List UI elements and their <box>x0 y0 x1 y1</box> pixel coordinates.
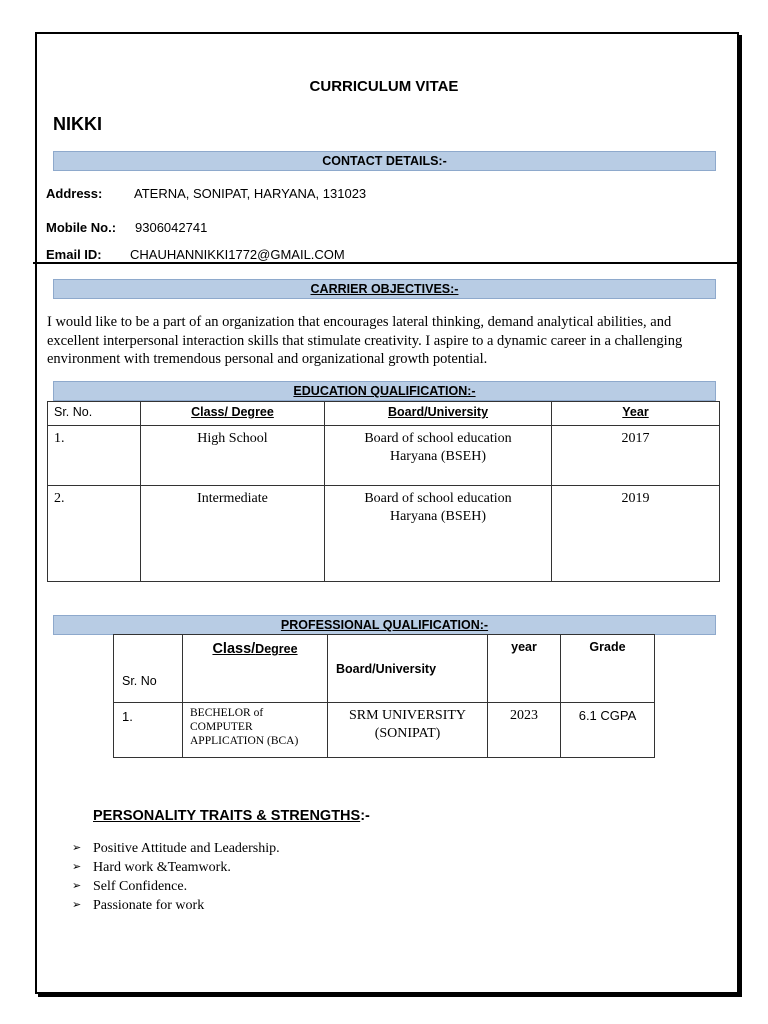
email-value: CHAUHANNIKKI1772@GMAIL.COM <box>130 247 345 262</box>
address-label: Address: <box>46 186 103 201</box>
professional-table <box>113 634 655 758</box>
col-year: year <box>488 635 561 703</box>
document-title: CURRICULUM VITAE <box>309 78 459 95</box>
education-heading-bar <box>53 381 716 401</box>
email-label: Email ID: <box>46 247 102 262</box>
col-class-degree <box>183 635 328 703</box>
list-item <box>72 877 280 896</box>
trait-text: Passionate for work <box>93 898 205 913</box>
trait-text: Positive Attitude and Leadership. <box>93 841 280 856</box>
trait-text: Hard work &Teamwork. <box>93 860 231 875</box>
row-year: 2019 <box>552 486 720 582</box>
col-year <box>552 402 720 426</box>
table-row <box>48 486 720 582</box>
col-grade: Grade <box>561 635 655 703</box>
list-item <box>72 858 280 877</box>
row-sr: 1. <box>114 703 183 758</box>
col-board-university-label: Board/University <box>387 405 489 419</box>
education-table <box>47 401 720 582</box>
contact-heading: CONTACT DETAILS:- <box>322 154 447 168</box>
col-year-label: Year <box>622 405 649 419</box>
row-board <box>325 486 552 582</box>
objective-heading: CARRIER OBJECTIVES:- <box>310 282 459 296</box>
row-class: Intermediate <box>141 486 325 582</box>
arrow-bullet-icon: ➢ <box>72 861 82 873</box>
mobile-row <box>46 220 208 235</box>
row-board-line2: Haryana (BSEH) <box>389 449 487 464</box>
traits-heading-suffix: :- <box>360 808 370 824</box>
row-class <box>183 703 328 758</box>
address-row <box>46 186 367 201</box>
col-class-degree-label: Class/ Degree <box>191 405 274 419</box>
col-class-small: Degree <box>255 642 298 656</box>
trait-text: Self Confidence. <box>93 879 188 894</box>
professional-heading: PROFESSIONAL QUALIFICATION:- <box>280 618 489 632</box>
row-class-line3: APPLICATION (BCA) <box>190 735 299 747</box>
education-heading: EDUCATION QUALIFICATION:- <box>293 384 476 398</box>
col-sr-no: Sr. No. <box>48 402 141 426</box>
col-sr-no: Sr. No <box>114 635 183 703</box>
col-class-degree <box>141 402 325 426</box>
traits-heading <box>93 808 370 824</box>
row-board-line1: SRM UNIVERSITY <box>348 708 467 723</box>
arrow-bullet-icon: ➢ <box>72 899 82 911</box>
row-board-line2: Haryana (BSEH) <box>389 509 487 524</box>
education-header-row <box>48 402 720 426</box>
traits-heading-text: PERSONALITY TRAITS & STRENGTHS <box>93 808 361 824</box>
divider-line <box>33 262 741 264</box>
row-grade: 6.1 CGPA <box>561 703 655 758</box>
table-row <box>48 426 720 486</box>
list-item <box>72 839 280 858</box>
row-sr: 1. <box>48 426 141 486</box>
row-class-line2: COMPUTER <box>190 721 253 733</box>
contact-heading-bar <box>53 151 716 171</box>
mobile-label: Mobile No.: <box>46 220 117 235</box>
row-sr: 2. <box>48 486 141 582</box>
objective-heading-bar <box>53 279 716 299</box>
arrow-bullet-icon: ➢ <box>72 880 82 892</box>
professional-heading-bar <box>53 615 716 635</box>
col-board-university <box>325 402 552 426</box>
arrow-bullet-icon: ➢ <box>72 842 82 854</box>
mobile-value: 9306042741 <box>135 220 208 235</box>
professional-header-row <box>114 635 655 703</box>
candidate-name: NIKKI <box>53 114 102 134</box>
row-class-line1: BECHELOR of <box>190 707 264 719</box>
col-class-big: Class/ <box>212 641 256 657</box>
row-class: High School <box>141 426 325 486</box>
row-board-line1: Board of school education <box>364 491 512 506</box>
row-board-line2: (SONIPAT) <box>374 726 441 741</box>
traits-list <box>72 839 280 915</box>
table-row <box>114 703 655 758</box>
email-row <box>46 247 345 262</box>
row-year: 2017 <box>552 426 720 486</box>
col-board-university: Board/University <box>328 635 488 703</box>
address-value: ATERNA, SONIPAT, HARYANA, 131023 <box>134 186 367 201</box>
row-board <box>325 426 552 486</box>
row-board <box>328 703 488 758</box>
row-year: 2023 <box>488 703 561 758</box>
row-board-line1: Board of school education <box>364 431 512 446</box>
objective-text: I would like to be a part of an organization that encourages lateral thinking, demand analytical abilities, and excellent interpersonal interaction skills that stimulate creativity. I aspire to a dynamic career in a challenging environment with tremendous personal and organizational growth potential. <box>47 314 683 367</box>
list-item <box>72 896 280 915</box>
